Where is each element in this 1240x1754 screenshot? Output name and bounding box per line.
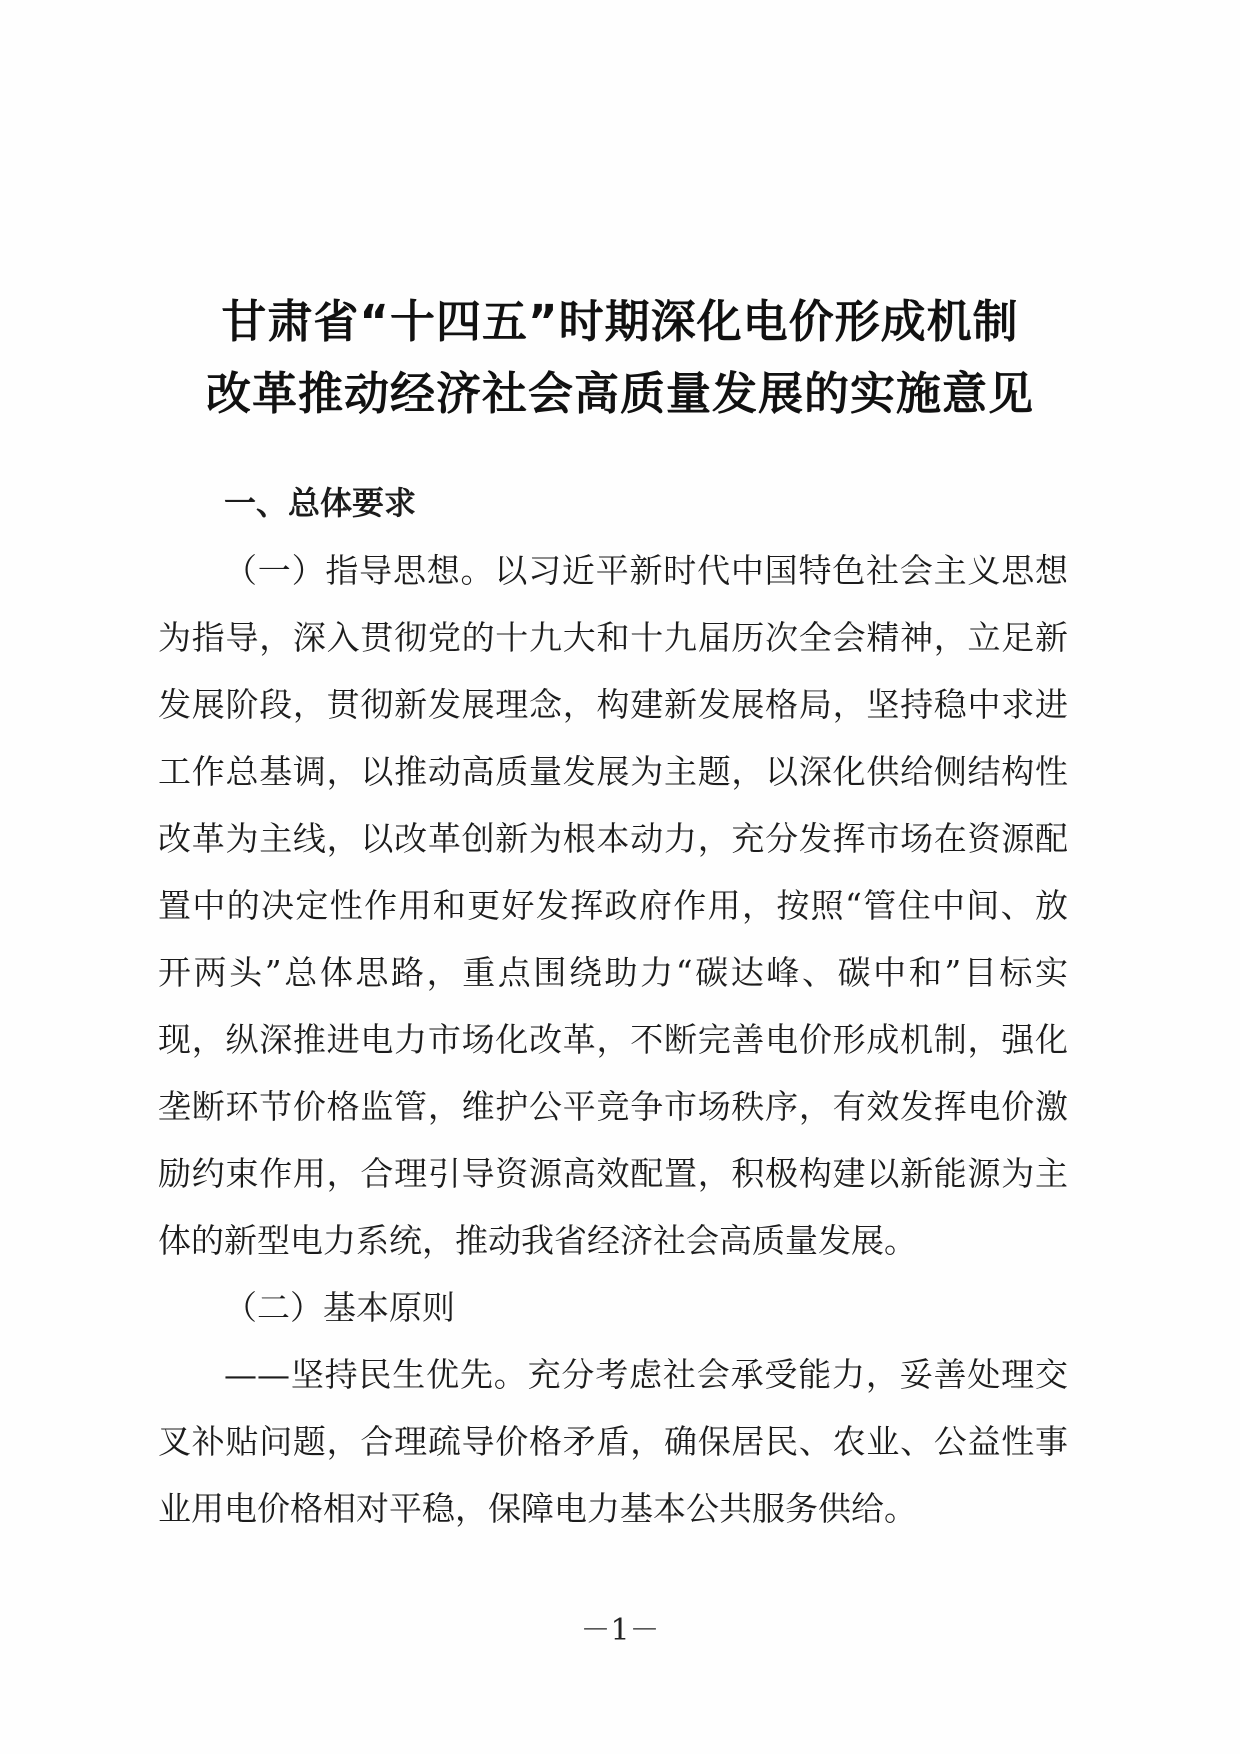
paragraph-line: 开两头”总体思路，重点围绕助力“碳达峰、碳中和”目标实 (158, 953, 1068, 992)
paragraph-line: 业用电价格相对平稳，保障电力基本公共服务供给。 (158, 1489, 917, 1528)
paragraph-line: 体的新型电力系统，推动我省经济社会高质量发展。 (158, 1221, 917, 1260)
paragraph-line: 置中的决定性作用和更好发挥政府作用，按照“管住中间、放 (158, 886, 1068, 925)
document-title-line-2: 改革推动经济社会高质量发展的实施意见 (205, 367, 1034, 420)
paragraph-line: 垄断环节价格监管，维护公平竞争市场秩序，有效发挥电价激 (158, 1087, 1068, 1126)
paragraph-line: 为指导，深入贯彻党的十九大和十九届历次全会精神，立足新 (158, 618, 1068, 657)
page-number: －1－ (580, 1613, 660, 1648)
paragraph-line: 工作总基调，以推动高质量发展为主题，以深化供给侧结构性 (158, 752, 1068, 791)
paragraph-line: 励约束作用，合理引导资源高效配置，积极构建以新能源为主 (158, 1154, 1068, 1193)
section-heading: 一、总体要求 (224, 484, 417, 522)
paragraph-line: 发展阶段，贯彻新发展理念，构建新发展格局，坚持稳中求进 (158, 685, 1068, 724)
document-body (158, 470, 1068, 1542)
paragraph-line: （一）指导思想。以习近平新时代中国特色社会主义思想 (224, 551, 1068, 590)
paragraph-line: 现，纵深推进电力市场化改革，不断完善电价形成机制，强化 (158, 1020, 1068, 1059)
document-title-line-1: 甘肃省“十四五”时期深化电价形成机制 (221, 295, 1019, 348)
paragraph-line: 叉补贴问题，合理疏导价格矛盾，确保居民、农业、公益性事 (158, 1422, 1068, 1461)
paragraph-line: ——坚持民生优先。充分考虑社会承受能力，妥善处理交 (224, 1355, 1068, 1394)
paragraph-line: 改革为主线，以改革创新为根本动力，充分发挥市场在资源配 (158, 819, 1068, 858)
subsection-heading: （二）基本原则 (224, 1288, 455, 1327)
